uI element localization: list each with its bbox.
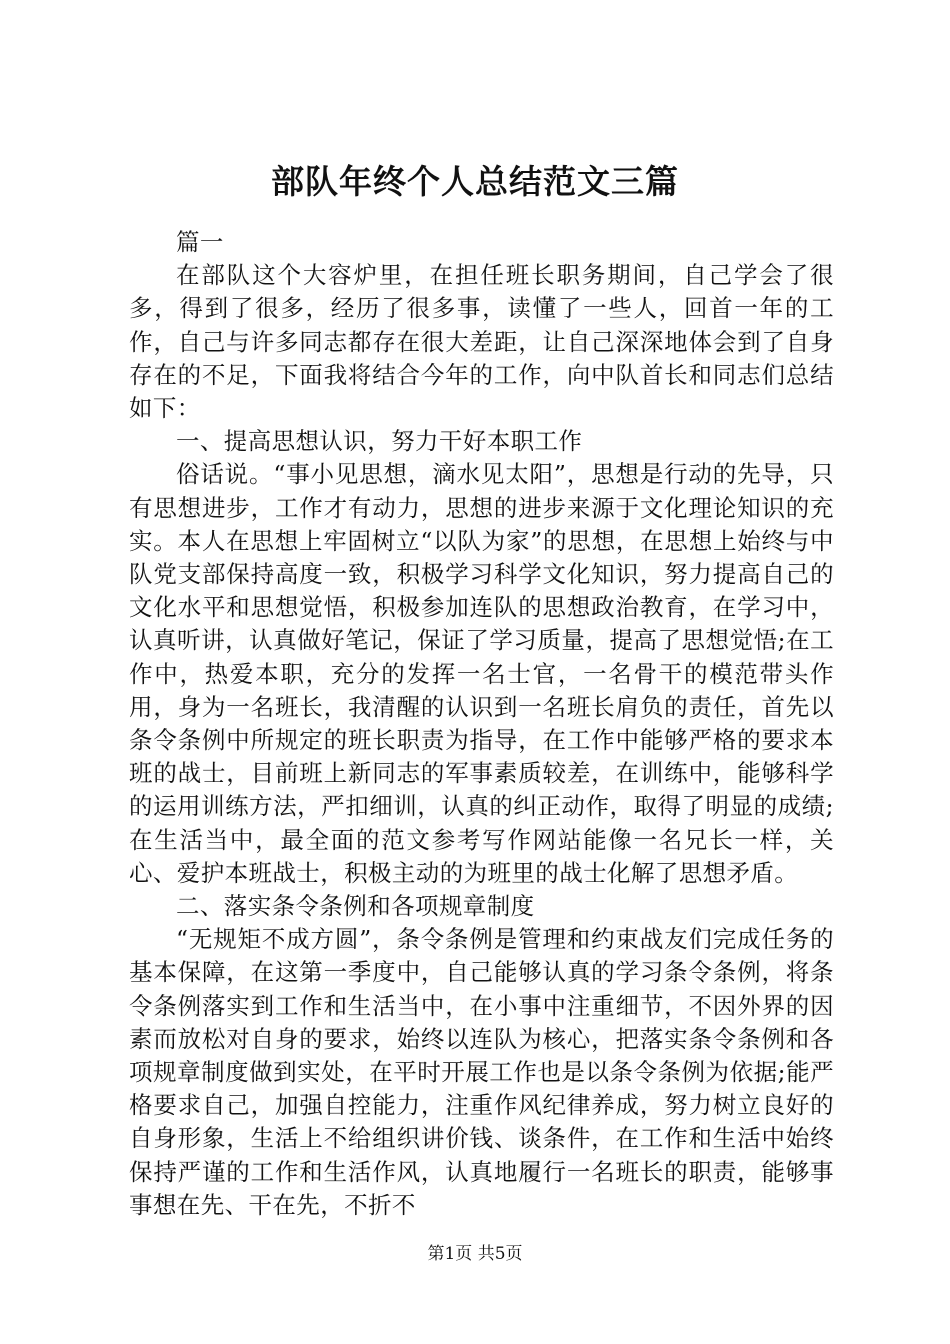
heading-section-two: 二、落实条令条例和各项规章制度 — [176, 892, 535, 921]
paragraph-section-label: 篇一 — [176, 228, 224, 256]
document-body — [129, 226, 834, 1222]
heading-section-one: 一、提高思想认识，努力干好本职工作 — [176, 427, 583, 456]
paragraph-intro: 在部队这个大容炉里，在担任班长职务期间，自己学会了很多，得到了很多，经历了很多事，读懂了一些人，回首一年的工作，自己与许多同志都存在很大差距，让自己深深地体会到了自身存在的不足，下面我将结合今年的工作，向中队首长和同志们总结如下： — [129, 261, 834, 423]
paragraph-section-two: “无规矩不成方圆”，条令条例是管理和约束战友们完成任务的基本保障，在这第一季度中，自己能够认真的学习条令条例，将条令条例落实到工作和生活当中，在小事中注重细节，不因外界的因素而放松对自身的要求，始终以连队为核心，把落实条令条例和各项规章制度做到实处，在平时开展工作也是以条令条例为依据;能严格要求自己，加强自控能力，注重作风纪律养成，努力树立良好的自身形象，生活上不给组织讲价钱、谈条件，在工作和生活中始终保持严谨的工作和生活作风，认真地履行一名班长的职责，能够事事想在先、干在先，不折不 — [129, 925, 834, 1219]
paragraph-section-one: 俗话说。“事小见思想，滴水见太阳”，思想是行动的先导，只有思想进步，工作才有动力，思想的进步来源于文化理论知识的充实。本人在思想上牢固树立“以队为家”的思想，在思想上始终与中队党支部保持高度一致，积极学习科学文化知识，努力提高自己的文化水平和思想觉悟，积极参加连队的思想政治教育，在学习中，认真听讲，认真做好笔记，保证了学习质量，提高了思想觉悟;在工作中，热爱本职，充分的发挥一名士官，一名骨干的模范带头作用，身为一名班长，我清醒的认识到一名班长肩负的责任，首先以条令条例中所规定的班长职责为指导，在工作中能够严格的要求本班的战士，目前班上新同志的军事素质较差，在训练中，能够科学的运用训练方法，严扣细训，认真的纠正动作，取得了明显的成绩;在生活当中，最全面的范文参考写作网站能像一名兄长一样，关心、爱护本班战士，积极主动的为班里的战士化解了思想矛盾。 — [129, 460, 834, 887]
page-number-footer: 第1页 共5页 — [427, 1244, 523, 1264]
document-title: 部队年终个人总结范文三篇 — [271, 162, 679, 201]
